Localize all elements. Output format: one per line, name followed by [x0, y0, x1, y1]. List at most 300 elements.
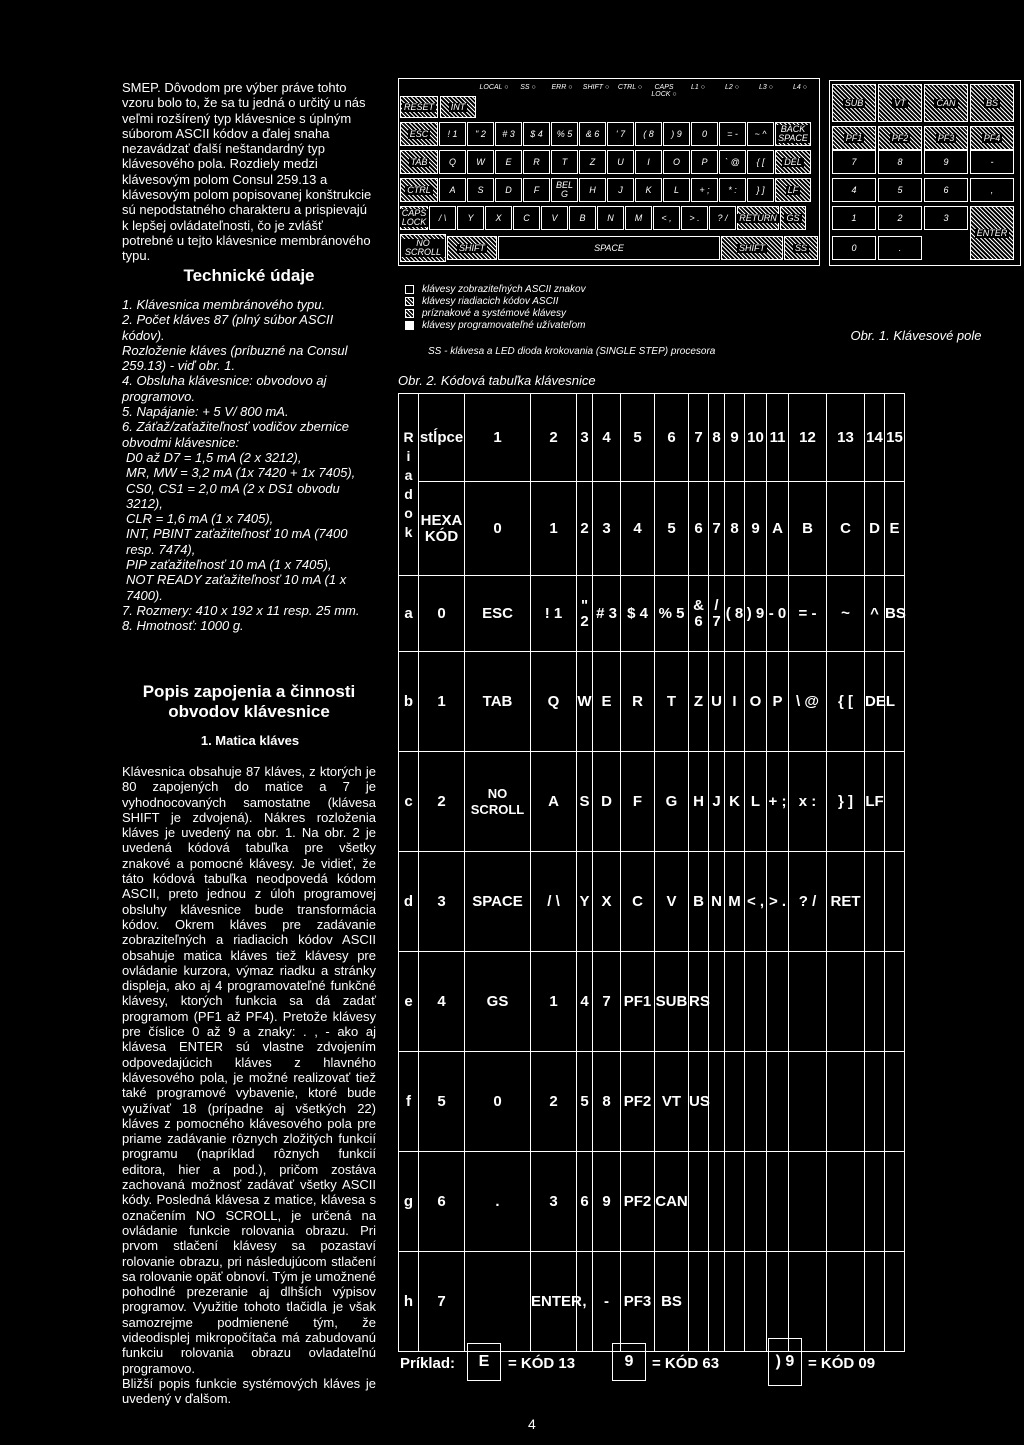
key: Y [457, 206, 484, 230]
row-hex: 3 [419, 852, 465, 952]
code-cell: M [725, 852, 745, 952]
numpad-key: PF1 [832, 126, 876, 150]
code-cell: X [593, 852, 621, 952]
led-indicator: L4 ○ [793, 84, 807, 91]
legend-item: klávesy riadiacich kódov ASCII [405, 295, 805, 307]
shift-key: SHIFT [447, 236, 497, 260]
tech-item: 4. Obsluha klávesnice: obvodovo aj programovo. [122, 373, 327, 404]
code-cell: TAB [465, 652, 531, 752]
code-cell: . [465, 1152, 531, 1252]
key: N [597, 206, 624, 230]
row-hex: 7 [419, 1252, 465, 1352]
tech-heading: Technické údaje [183, 266, 315, 285]
tech-item: NOT READY zaťažiteľnosť 10 mA (1 x 7400). [126, 572, 347, 603]
code-cell: PF2 [621, 1052, 655, 1152]
column-header: 4 [593, 394, 621, 482]
code-cell: G [655, 752, 689, 852]
code-cell [725, 1252, 745, 1352]
numpad-key: 2 [878, 206, 922, 230]
code-cell [689, 1252, 709, 1352]
row-hex: 0 [419, 576, 465, 652]
code-cell: J [709, 752, 725, 852]
code-cell: L [745, 752, 767, 852]
numpad-key: 0 [832, 236, 876, 260]
code-cell: B [689, 852, 709, 952]
numpad-key: 4 [832, 178, 876, 202]
row-letter: d [399, 852, 419, 952]
code-cell: 0 [465, 1052, 531, 1152]
shift-key: SHIFT [721, 236, 783, 260]
column-header: 14 [865, 394, 885, 482]
code-cell: PF1 [621, 952, 655, 1052]
column-header: 13 [827, 394, 865, 482]
code-cell: A [531, 752, 577, 852]
code-cell: { [ [827, 652, 865, 752]
numpad-key: 5 [878, 178, 922, 202]
code-cell [865, 1252, 885, 1352]
code-cell: ESC [465, 576, 531, 652]
hexa-cell: 2 [577, 482, 593, 576]
column-header: 2 [531, 394, 577, 482]
tech-item: INT, PBINT zaťažiteľnosť 10 mA (7400 resp. 7474), [126, 526, 348, 557]
tech-list [122, 297, 378, 634]
column-header: 11 [767, 394, 789, 482]
key: { [ [747, 150, 774, 174]
code-cell: U [709, 652, 725, 752]
space-key: SPACE [498, 236, 720, 260]
code-cell: N [709, 852, 725, 952]
key: LF [775, 178, 811, 202]
legend-item: príznakové a systémové klávesy [405, 307, 805, 319]
hexa-cell: B [789, 482, 827, 576]
legend-swatch-icon [405, 309, 414, 318]
led-indicator: L3 ○ [759, 84, 773, 91]
example-code: = KÓD 09 [808, 1355, 876, 1372]
led-indicator: LOCAL ○ [479, 84, 509, 91]
example-key-box: ) 9 [768, 1338, 802, 1386]
code-cell: D [593, 752, 621, 852]
key: DEL [775, 150, 811, 174]
numpad-key: CAN [924, 84, 968, 122]
hexa-cell: 9 [745, 482, 767, 576]
code-cell [885, 1052, 905, 1152]
numpad-key: 9 [924, 150, 968, 174]
numpad-key: BS [970, 84, 1014, 122]
tech-item: Rozloženie kláves (príbuzné na Consul 259.13) - viď obr. 1. [122, 342, 348, 374]
led-indicator: CAPS LOCK ○ [651, 84, 677, 98]
example-code: = KÓD 13 [508, 1355, 576, 1372]
legend-item: klávesy programovateľné užívateľom [405, 319, 805, 331]
key: U [607, 150, 634, 174]
code-cell: V [655, 852, 689, 952]
key: K [635, 178, 662, 202]
code-cell: SUB [655, 952, 689, 1052]
led-indicator: ERR ○ [551, 84, 573, 91]
code-cell: ENTER [531, 1252, 577, 1352]
code-cell [745, 1152, 767, 1252]
tech-item: 5. Napájanie: + 5 V/ 800 mA. [122, 404, 289, 420]
hexa-cell: 3 [593, 482, 621, 576]
code-cell [885, 1252, 905, 1352]
code-cell: & 6 [689, 576, 709, 652]
numpad-key: 8 [878, 150, 922, 174]
code-cell: + ; [767, 752, 789, 852]
key: B [569, 206, 596, 230]
stlpce-label: stĺpce [419, 394, 465, 482]
example-key-box: E [467, 1343, 501, 1381]
example-label: Príklad: [400, 1355, 456, 1372]
code-cell: ( 8 [725, 576, 745, 652]
popis-heading: Popis zapojenia a činnosti obvodov klávesnice [142, 682, 356, 721]
key: / \ [429, 206, 456, 230]
code-cell [465, 1252, 531, 1352]
code-cell: 1 [531, 952, 577, 1052]
numpad-key: - [970, 150, 1014, 174]
hexa-cell: D [865, 482, 885, 576]
code-cell: - 0 [767, 576, 789, 652]
code-cell [865, 1152, 885, 1252]
row-letter: h [399, 1252, 419, 1352]
key: ' 7 [607, 122, 634, 146]
key: Z [579, 150, 606, 174]
tech-item: 1. Klávesnica membránového typu. [122, 297, 326, 312]
code-cell: Y [577, 852, 593, 952]
row-hex: 2 [419, 752, 465, 852]
numpad-key: , [970, 178, 1014, 202]
code-cell: x : [789, 752, 827, 852]
fig1-caption: Obr. 1. Klávesové pole [850, 328, 982, 343]
matica-heading: 1. Matica kláves [200, 733, 300, 748]
key: ! 1 [439, 122, 466, 146]
code-cell [709, 1152, 725, 1252]
column-header: 1 [465, 394, 531, 482]
tech-item: MR, MW = 3,2 mA (1x 7420 + 1x 7405), [126, 465, 356, 481]
key: & 6 [579, 122, 606, 146]
code-cell [725, 1152, 745, 1252]
key: H [579, 178, 606, 202]
key: $ 4 [523, 122, 550, 146]
int-key: INT [440, 96, 476, 118]
code-cell: Q [531, 652, 577, 752]
ss-key: SS [784, 236, 818, 260]
legend-swatch-icon [405, 297, 414, 306]
led-indicator: L2 ○ [725, 84, 739, 91]
tech-item: CS0, CS1 = 2,0 mA (2 x DS1 obvodu 3212), [126, 480, 340, 511]
key: T [551, 150, 578, 174]
numpad-key: ENTER [970, 206, 1014, 260]
column-header: 8 [709, 394, 725, 482]
code-cell: VT [655, 1052, 689, 1152]
fig2-caption: Obr. 2. Kódová tabuľka klávesnice [398, 373, 596, 388]
page-number: 4 [528, 1416, 536, 1432]
numpad-key: 3 [924, 206, 968, 230]
code-table [398, 393, 905, 1352]
ss-note: SS - klávesa a LED dioda krokovania (SINGLE STEP) procesora [428, 346, 716, 357]
numpad-key: PF2 [878, 126, 922, 150]
column-header: 9 [725, 394, 745, 482]
row-letter: c [399, 752, 419, 852]
row-hex: 5 [419, 1052, 465, 1152]
tech-item: 8. Hmotnosť: 1000 g. [122, 618, 244, 634]
key: I [635, 150, 662, 174]
code-cell: RS [689, 952, 709, 1052]
code-cell: CAN [655, 1152, 689, 1252]
key: ? / [709, 206, 736, 230]
key: CTRL [400, 178, 438, 202]
code-cell: 9 [593, 1152, 621, 1252]
code-cell [745, 952, 767, 1052]
column-header: 7 [689, 394, 709, 482]
code-cell: NO SCROLL [465, 752, 531, 852]
code-cell: < , [745, 852, 767, 952]
led-indicator: CTRL ○ [617, 84, 643, 91]
code-cell: K [725, 752, 745, 852]
key: L [663, 178, 690, 202]
code-cell [865, 1052, 885, 1152]
code-cell [885, 752, 905, 852]
code-cell: Z [689, 652, 709, 752]
hexa-cell: A [767, 482, 789, 576]
code-cell: } ] [827, 752, 865, 852]
code-cell: US [689, 1052, 709, 1152]
code-cell: " 2 [577, 576, 593, 652]
code-cell [865, 852, 885, 952]
key: C [513, 206, 540, 230]
tech-item: D0 až D7 = 1,5 mA (2 x 3212), [126, 449, 302, 465]
code-cell [689, 1152, 709, 1252]
example-code: = KÓD 63 [652, 1355, 720, 1372]
numpad-key: . [878, 236, 922, 260]
key: # 3 [495, 122, 522, 146]
hexa-cell: C [827, 482, 865, 576]
key: BACK SPACE [775, 122, 811, 146]
riadok-label: R i a d o k [399, 394, 419, 576]
code-cell [767, 1152, 789, 1252]
row-letter: g [399, 1152, 419, 1252]
hexa-cell: 5 [655, 482, 689, 576]
key: ) 9 [663, 122, 690, 146]
code-cell: RET [827, 852, 865, 952]
key: ~ ^ [747, 122, 774, 146]
key: 0 [691, 122, 718, 146]
code-cell [885, 852, 905, 952]
numpad-key: SUB [832, 84, 876, 122]
code-cell [767, 952, 789, 1052]
key: * : [719, 178, 746, 202]
key: % 5 [551, 122, 578, 146]
code-cell [789, 1252, 827, 1352]
row-hex: 6 [419, 1152, 465, 1252]
hexa-cell: 7 [709, 482, 725, 576]
code-cell: BS [885, 576, 905, 652]
key: TAB [400, 150, 438, 174]
code-cell: > . [767, 852, 789, 952]
code-cell: T [655, 652, 689, 752]
column-header: 12 [789, 394, 827, 482]
key: GS [780, 206, 806, 230]
tech-item: 2. Počet kláves 87 (plný súbor ASCII kódov). [122, 312, 334, 343]
hexa-cell: 4 [621, 482, 655, 576]
code-cell: = - [789, 576, 827, 652]
reset-key: RESET [400, 96, 438, 118]
key: BEL G [551, 178, 578, 202]
code-cell: ) 9 [745, 576, 767, 652]
legend-swatch-icon [405, 285, 414, 294]
key: J [607, 178, 634, 202]
key: W [467, 150, 494, 174]
key: < , [653, 206, 680, 230]
code-cell: R [621, 652, 655, 752]
numpad-key: 6 [924, 178, 968, 202]
code-cell [789, 1052, 827, 1152]
key: RETURN [737, 206, 779, 230]
code-cell [827, 952, 865, 1052]
code-cell: 6 [577, 1152, 593, 1252]
key: O [663, 150, 690, 174]
code-cell [789, 1152, 827, 1252]
row-letter: a [399, 576, 419, 652]
code-cell: E [593, 652, 621, 752]
code-cell [885, 952, 905, 1052]
code-cell [709, 952, 725, 1052]
key: R [523, 150, 550, 174]
code-cell: / 7 [709, 576, 725, 652]
code-cell [885, 1152, 905, 1252]
code-cell: PF2 [621, 1152, 655, 1252]
row-letter: f [399, 1052, 419, 1152]
key: ( 8 [635, 122, 662, 146]
code-cell [745, 1052, 767, 1152]
key: P [691, 150, 718, 174]
code-cell: ? / [789, 852, 827, 952]
row-hex: 4 [419, 952, 465, 1052]
code-cell: S [577, 752, 593, 852]
code-cell: % 5 [655, 576, 689, 652]
led-indicator: SHIFT ○ [582, 84, 610, 91]
numpad-key: 1 [832, 206, 876, 230]
key: M [625, 206, 652, 230]
code-cell: C [621, 852, 655, 952]
key: " 2 [467, 122, 494, 146]
numpad-key: PF3 [924, 126, 968, 150]
hexa-cell: 1 [531, 482, 577, 576]
code-table-container [398, 393, 905, 1352]
key: ESC [400, 122, 438, 146]
intro-paragraph: SMEP. Dôvodom pre výber práve tohto vzoru bolo to, že sa tu jedná o určitý u nás veľmi rozšírený typ klávesnice s úplným súborom ASCII kódov a ďalej snaha nezavádzať ďalší neštandardný typ klávesového pola. Rozdiely medzi klávesovým polom Consul 259.13 a klávesovým polom popisovanej konštrukcie sú nepodstatného charakteru a prispievajú k lepšej ovládateľnosti, čo je zvlášť potrebné u tejto klávesnice membránového typu. [122, 80, 372, 264]
code-cell: I [725, 652, 745, 752]
key: E [495, 150, 522, 174]
key: F [523, 178, 550, 202]
key: + ; [691, 178, 718, 202]
key: V [541, 206, 568, 230]
code-cell [709, 1252, 725, 1352]
code-cell: ! 1 [531, 576, 577, 652]
code-cell: GS [465, 952, 531, 1052]
hexa-cell: 8 [725, 482, 745, 576]
hexa-cell: 6 [689, 482, 709, 576]
code-cell [789, 952, 827, 1052]
hexa-cell: 0 [465, 482, 531, 576]
row-letter: e [399, 952, 419, 1052]
code-cell: DEL [865, 652, 885, 752]
code-cell: SPACE [465, 852, 531, 952]
key: ` @ [719, 150, 746, 174]
code-cell [827, 1152, 865, 1252]
code-cell: 2 [531, 1052, 577, 1152]
code-cell: O [745, 652, 767, 752]
code-cell [725, 1052, 745, 1152]
code-cell: 7 [593, 952, 621, 1052]
hexa-cell: E [885, 482, 905, 576]
code-cell: F [621, 752, 655, 852]
code-cell: P [767, 652, 789, 752]
key: D [495, 178, 522, 202]
code-cell: PF3 [621, 1252, 655, 1352]
key: > . [681, 206, 708, 230]
hexa-label: HEXA KÓD [419, 482, 465, 576]
code-cell [767, 1252, 789, 1352]
tech-item: CLR = 1,6 mA (1 x 7405), [126, 511, 274, 527]
legend-swatch-icon [405, 321, 414, 330]
row-letter: b [399, 652, 419, 752]
code-cell: ~ [827, 576, 865, 652]
code-cell: ^ [865, 576, 885, 652]
column-header: 10 [745, 394, 767, 482]
column-header: 3 [577, 394, 593, 482]
code-cell: , [577, 1252, 593, 1352]
column-header: 5 [621, 394, 655, 482]
code-cell: $ 4 [621, 576, 655, 652]
key: CAPS LOCK [400, 206, 428, 230]
code-cell: 4 [577, 952, 593, 1052]
code-cell [709, 1052, 725, 1152]
tech-item: 6. Záťaž/zaťažiteľnosť vodičov zbernice obvodmi klávesnice: [122, 419, 350, 450]
code-cell: BS [655, 1252, 689, 1352]
numpad-key: PF4 [970, 126, 1014, 150]
body-paragraph: Klávesnica obsahuje 87 kláves, z ktorých je 80 zapojených do matice a 7 je vyhodnocovaných samostatne (klávesa SHIFT je zdvojená). Nákres rozloženia kláves je uvedený na obr. 1. Na obr. 2 je uvedená kódová tabuľka pre všetky znakové a pomocné klávesy. Je vidieť, že táto kódová tabuľka neodpovedá kódom ASCII, preto jednou z úloh programovej obsluhy klávesnice bude transformácia kódov. Okrem kláves pre zadávanie zobraziteľných a riadiacich kódov ASCII obsahuje matica kláves tiež klávesy pre ovládanie kurzora, výmaz riadku a stránky displeja, ako aj 4 programovateľné funkčné klávesy, ktorých funkcia sa dá zadať programom (PF1 až PF4). Pretože klávesy pre číslice 0 až 9 a znaky: . , - ako aj klávesa ENTER sú vlastne zdvojením odpovedajúcich kláves z hlavného klávesového pola, je možné realizovať tiež také programové vybavenie, ktoré bude využívať 18 (prípadne aj všetkých 22) kláves z pomocného klávesového pola pre priame zadávanie rôznych zložitých funkcií programu (napríklad rôznych funkcií editora, hier a pod.), pričom zostáva zachovaná možnosť zadávať všetky ASCII kódy. Posledná klávesa z matice, klávesa s označením NO SCROLL, je určená na ovládanie funkcie rolovania obrazu. Pri prvom stlačení klávesy sa pozastaví rolovanie obrazu, pri následujúcom stlačení sa rolovanie opäť obnoví. Tým je umožnené pohodlné prezeranie aj dlhších výpisov programov. Využitie tohoto tlačidla je však samozrejme podmienené tým, že videodisplej mikropočítača má zabudovanú funkciu rolovania obrazu ovladateľnú programovo. Bližší popis funkcie systémových kláves je uvedený v ďalšom. [122, 764, 376, 1407]
code-cell [827, 1052, 865, 1152]
code-cell: 3 [531, 1152, 577, 1252]
legend [405, 283, 805, 331]
code-cell: 8 [593, 1052, 621, 1152]
led-indicator: L1 ○ [691, 84, 705, 91]
legend-item: klávesy zobraziteľných ASCII znakov [405, 283, 805, 295]
tech-item: 7. Rozmery: 410 x 192 x 11 resp. 25 mm. [122, 602, 360, 618]
key: X [485, 206, 512, 230]
numpad-key: VT [878, 84, 922, 122]
code-cell: # 3 [593, 576, 621, 652]
key: Q [439, 150, 466, 174]
code-cell: 5 [577, 1052, 593, 1152]
tech-item: PIP zaťažiteľnosť 10 mA (1 x 7405), [126, 557, 332, 573]
row-hex: 1 [419, 652, 465, 752]
key: = - [719, 122, 746, 146]
code-cell [725, 952, 745, 1052]
example-key-box: 9 [612, 1343, 646, 1381]
numpad-key: 7 [832, 150, 876, 174]
column-header: 15 [885, 394, 905, 482]
code-cell: H [689, 752, 709, 852]
code-cell: - [593, 1252, 621, 1352]
code-cell [767, 1052, 789, 1152]
code-cell [865, 952, 885, 1052]
key: } ] [747, 178, 774, 202]
column-header: 6 [655, 394, 689, 482]
key: S [467, 178, 494, 202]
code-cell: W [577, 652, 593, 752]
key: A [439, 178, 466, 202]
code-cell: LF [865, 752, 885, 852]
